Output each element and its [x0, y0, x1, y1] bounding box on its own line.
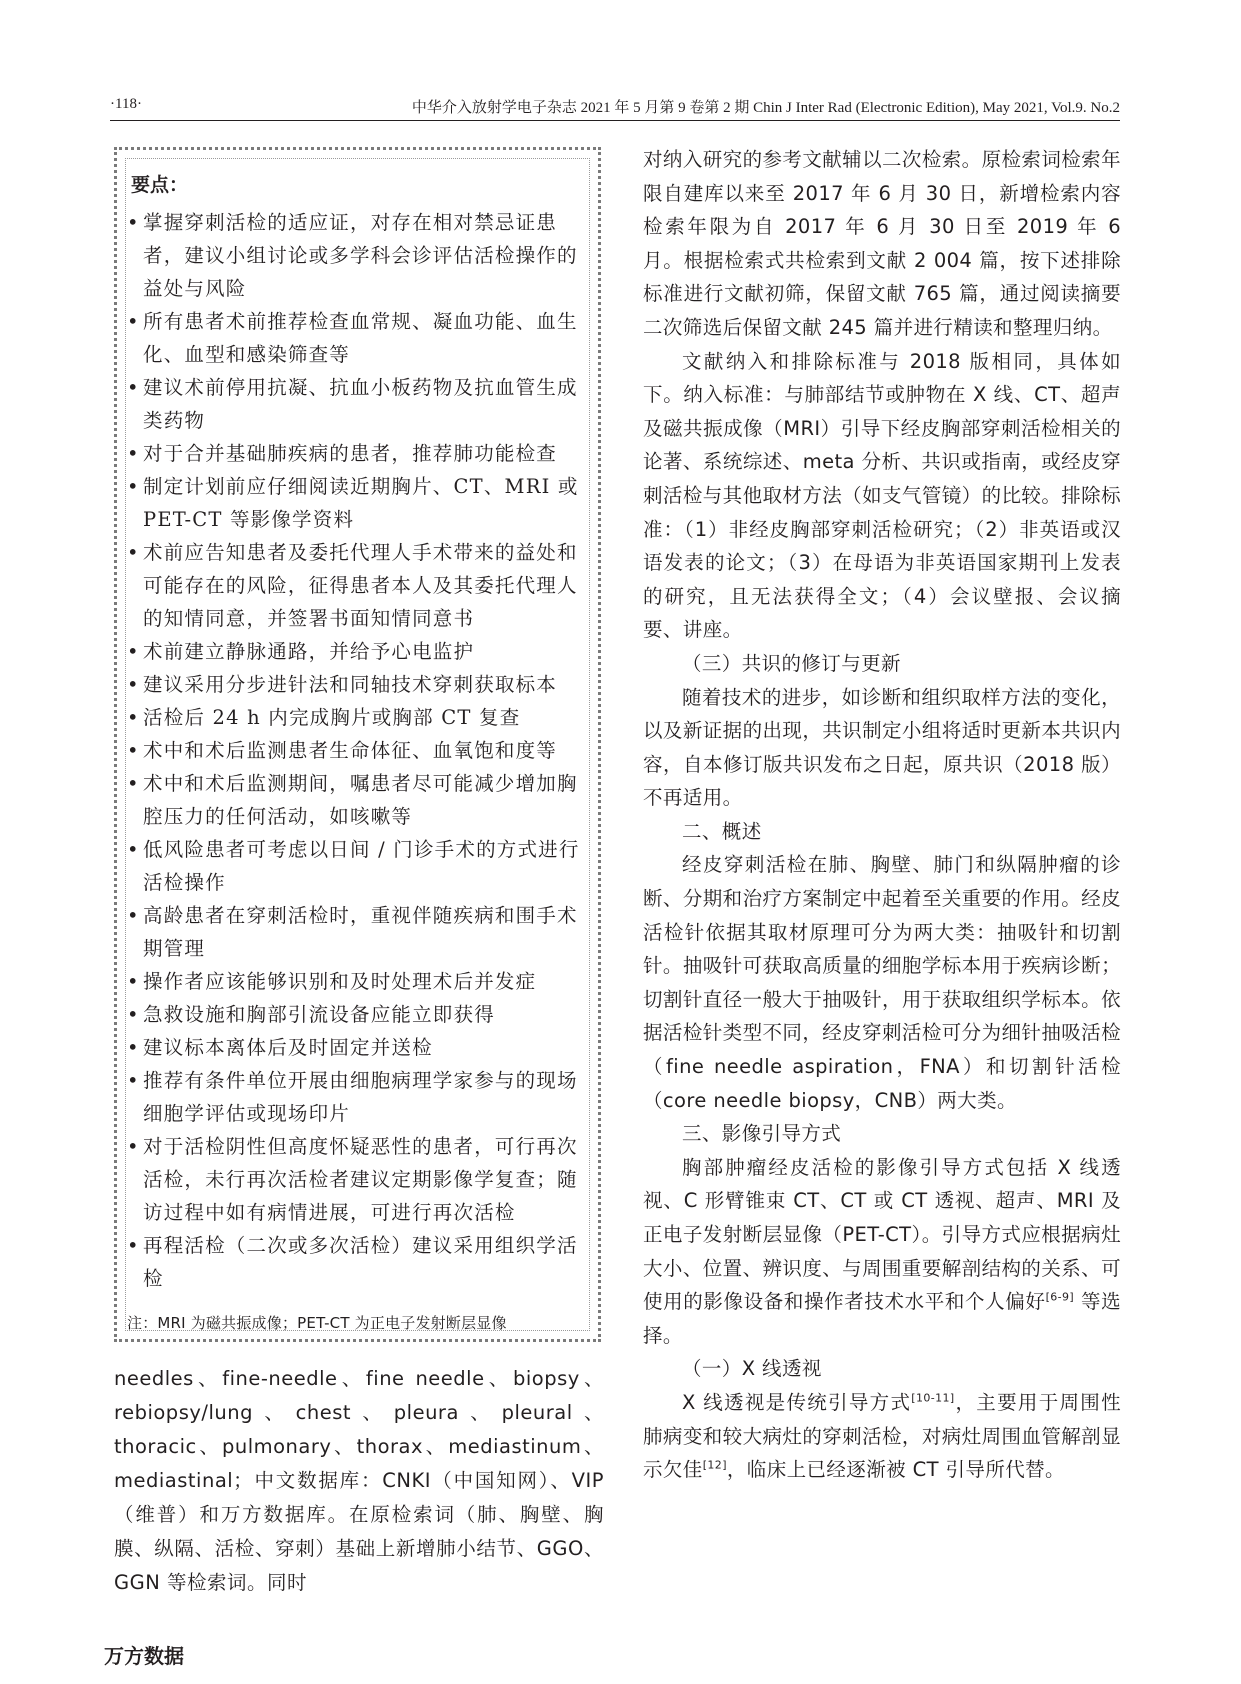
wanfang-data-logo: 万方数据 [104, 1644, 184, 1668]
bullet-icon: • [127, 772, 140, 795]
paragraph-inclusion-criteria: 文献纳入和排除标准与 2018 版相同，具体如下。纳入标准：与肺部结节或肿物在 X 线、CT、超声及磁共振成像（MRI）引导下经皮胸部穿刺活检相关的论著、系统综述、meta 分析、共识或指南，或经皮穿刺活检与其他取材方法（如支气管镜）的比较。排除标准：（1）非经皮胸部穿刺活检研究；（2）非英语或汉语发表的论文；（3）在母语为非英语国家期刊上发表的研究，且无法获得全文；（4）会议壁报、会议摘要、讲座。 [643, 349, 1121, 642]
key-point-item [127, 536, 587, 635]
key-point-text: 所有患者术前推荐检查血常规、凝血功能、血生化、血型和感染筛查等 [143, 310, 578, 366]
bullet-icon: • [127, 1135, 140, 1158]
bullet-icon: • [127, 376, 140, 399]
bullet-icon: • [127, 970, 140, 993]
paragraph-search-strategy: 对纳入研究的参考文献辅以二次检索。原检索词检索年限自建库以来至 2017 年 6 月 30 日，新增检索内容检索年限为自 2017 年 6 月 30 日至 2019 年 6 月。根据检索式共检索到文献 2 004 篇，按下述排除标准进行文献初筛，保留文献 765 篇，通过阅读摘要二次筛选后保留文献 245 篇并进行精读和整理归纳。 [643, 148, 1121, 339]
key-point-item [127, 305, 587, 371]
key-point-item [127, 899, 587, 965]
xray-text-a: X 线透视是传统引导方式 [682, 1390, 912, 1414]
paragraph-overview: 经皮穿刺活检在肺、胸壁、肺门和纵隔肿瘤的诊断、分期和治疗方案制定中起着至关重要的作用。经皮活检针依据其取材原理可分为两大类：抽吸针和切割针。抽吸针可获取高质量的细胞学标本用于疾病诊断；切割针直径一般大于抽吸针，用于获取组织学标本。依据活检针类型不同，经皮穿刺活检可分为细针抽吸活检（fine needle aspiration，FNA）和切割针活检（core needle biopsy，CNB）两大类。 [643, 853, 1121, 1112]
key-point-text: 对于活检阴性但高度怀疑恶性的患者，可行再次活检，未行再次活检者建议定期影像学复查；随访过程中如有病情进展，可进行再次活检 [143, 1135, 578, 1224]
key-point-item [127, 206, 587, 305]
key-point-text: 建议标本离体后及时固定并送检 [143, 1036, 433, 1059]
bullet-icon: • [127, 1069, 140, 1092]
key-point-text: 急救设施和胸部引流设备应能立即获得 [143, 1003, 495, 1026]
key-point-text: 术中和术后监测患者生命体征、血氧饱和度等 [143, 739, 558, 762]
section-heading-xray: （一）X 线透视 [682, 1357, 822, 1381]
citation-12: [12] [702, 1458, 727, 1472]
citation-6-9: [6-9] [1045, 1290, 1075, 1304]
bullet-icon: • [127, 475, 140, 498]
bullet-icon: • [127, 1234, 140, 1257]
page-number: ·118· [110, 96, 142, 112]
key-point-item [127, 767, 587, 833]
right-column [643, 143, 1121, 1487]
bullet-icon: • [127, 442, 140, 465]
key-point-text: 建议采用分步进针法和同轴技术穿刺获取标本 [143, 673, 558, 696]
bullet-icon: • [127, 673, 140, 696]
key-point-item [127, 1064, 587, 1130]
key-point-text: 术中和术后监测期间，嘱患者尽可能减少增加胸腔压力的任何活动，如咳嗽等 [143, 772, 578, 828]
key-point-item [127, 668, 587, 701]
bullet-icon: • [127, 1003, 140, 1026]
key-point-text: 低风险患者可考虑以日间 / 门诊手术的方式进行活检操作 [143, 838, 580, 894]
imaging-guidance-text: 胸部肿瘤经皮活检的影像引导方式包括 X 线透视、C 形臂锥束 CT、CT 或 CT 透视、超声、MRI 及正电子发射断层显像（PET-CT）。引导方式应根据病灶大小、位置、辨识度、与周围重要解剖结构的关系、可使用的影像设备和操作者技术水平和个人偏好 [643, 1155, 1121, 1314]
key-point-text: 建议术前停用抗凝、抗血小板药物及抗血管生成类药物 [143, 376, 578, 432]
imaging-guidance-tail: 等选择。 [643, 1290, 1121, 1347]
bullet-icon: • [127, 310, 140, 333]
xray-text-b: ，主要用于周围性肺病变和较大病灶的穿刺活检，对病灶周围血管解剖显示欠佳 [643, 1390, 1122, 1482]
bullet-icon: • [127, 211, 140, 234]
key-point-item [127, 965, 587, 998]
key-point-item [127, 833, 587, 899]
key-point-item [127, 470, 587, 536]
key-point-item [127, 998, 587, 1031]
section-heading-imaging-guidance: 三、影像引导方式 [682, 1122, 842, 1146]
key-point-item [127, 1229, 587, 1295]
key-point-text: 操作者应该能够识别和及时处理术后并发症 [143, 970, 537, 993]
key-point-item [127, 1130, 587, 1229]
xray-text-c: ，临床上已经逐渐被 CT 引导所代替。 [726, 1458, 1065, 1482]
paragraph-imaging-guidance [643, 1151, 1121, 1353]
key-point-item [127, 437, 587, 470]
key-point-item [127, 1031, 587, 1064]
page-header [110, 92, 1120, 121]
bullet-icon: • [127, 541, 140, 564]
key-point-item [127, 734, 587, 767]
left-column-paragraph: needles、fine-needle、fine needle、biopsy、rebiopsy/lung、chest、pleura、pleural、thoracic、pulmonary、thorax、mediastinum、mediastinal；中文数据库：CNKI（中国知网）、VIP（维普）和万方数据库。在原检索词（肺、胸壁、胸膜、纵隔、活检、穿刺）基础上新增肺小结节、GGO、GGN 等检索词。同时 [114, 1367, 604, 1594]
bullet-icon: • [127, 640, 140, 663]
key-point-text: 活检后 24 h 内完成胸片或胸部 CT 复查 [143, 706, 521, 729]
section-heading-overview: 二、概述 [682, 819, 762, 843]
key-points-box [114, 147, 601, 1342]
key-point-text: 高龄患者在穿刺活检时，重视伴随疾病和围手术期管理 [143, 904, 578, 960]
paragraph-xray [643, 1386, 1121, 1487]
key-point-text: 制定计划前应仔细阅读近期胸片、CT、MRI 或 PET-CT 等影像学资料 [143, 475, 579, 531]
journal-citation: 中华介入放射学电子杂志 2021 年 5 月第 9 卷第 2 期 Chin J Inter Rad (Electronic Edition), May 2021, Vol.9. No.2 [411, 100, 1120, 116]
key-point-text: 掌握穿刺活检的适应证，对存在相对禁忌证患者，建议小组讨论或多学科会诊评估活检操作的益处与风险 [143, 211, 578, 300]
key-point-item [127, 371, 587, 437]
citation-10-11: [10-11] [911, 1391, 955, 1405]
key-point-text: 再程活检（二次或多次活检）建议采用组织学活检 [143, 1234, 578, 1290]
bullet-icon: • [127, 706, 140, 729]
key-point-item [127, 635, 587, 668]
key-point-text: 推荐有条件单位开展由细胞病理学家参与的现场细胞学评估或现场印片 [143, 1069, 578, 1125]
key-points-list [127, 206, 587, 1295]
key-points-note: 注：MRI 为磁共振成像；PET-CT 为正电子发射断层显像 [127, 1314, 507, 1332]
bullet-icon: • [127, 1036, 140, 1059]
key-point-text: 术前建立静脉通路，并给予心电监护 [143, 640, 475, 663]
key-point-item [127, 701, 587, 734]
key-point-text: 术前应告知患者及委托代理人手术带来的益处和可能存在的风险，征得患者本人及其委托代理人的知情同意，并签署书面知情同意书 [143, 541, 578, 630]
key-point-text: 对于合并基础肺疾病的患者，推荐肺功能检查 [143, 442, 558, 465]
bullet-icon: • [127, 838, 140, 861]
paragraph-revision: 随着技术的进步，如诊断和组织取样方法的变化，以及新证据的出现，共识制定小组将适时更新本共识内容，自本修订版共识发布之日起，原共识（2018 版）不再适用。 [643, 685, 1121, 810]
bullet-icon: • [127, 739, 140, 762]
section-heading-revision: （三）共识的修订与更新 [682, 651, 901, 675]
bullet-icon: • [127, 904, 140, 927]
key-points-title: 要点： [131, 174, 189, 196]
